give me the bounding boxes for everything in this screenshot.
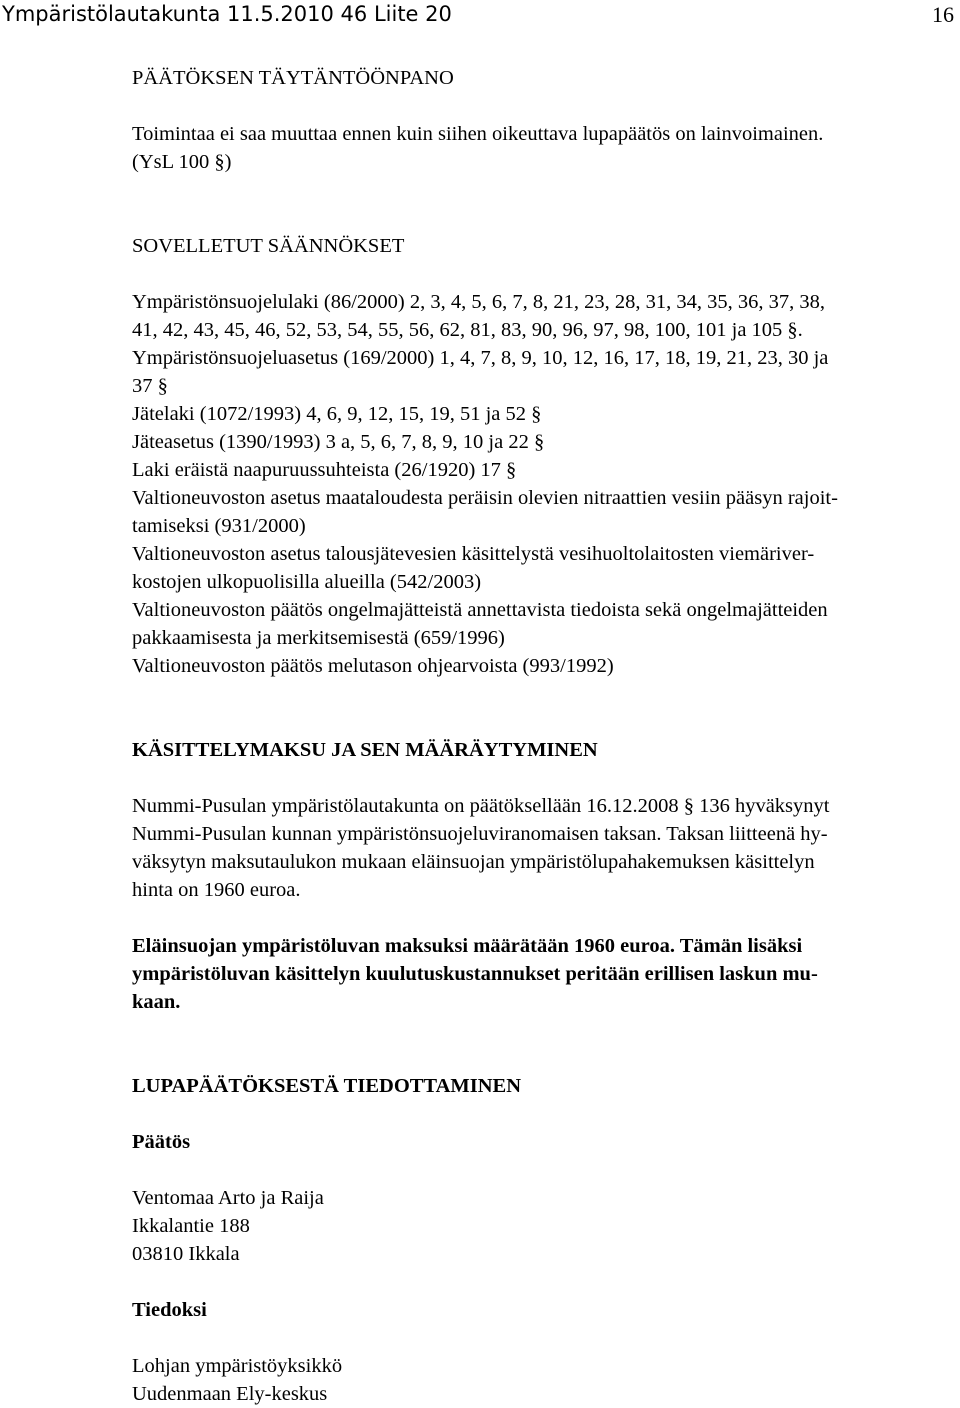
regulation-line: Valtioneuvoston asetus maataloudesta peräisin olevien nitraattien vesiin pääsyn rajoit- [132, 487, 838, 509]
section-heading-lupapaatoksesta-tiedottaminen: LUPAPÄÄTÖKSESTÄ TIEDOTTAMINEN [132, 1075, 521, 1097]
regulation-line: Valtioneuvoston päätös melutason ohjearvoista (993/1992) [132, 655, 614, 677]
paragraph-line: väksytyn maksutaulukon mukaan eläinsuojan ympäristölupahakemuksen käsittelyn [132, 851, 815, 873]
page-number: 16 [932, 2, 954, 27]
section-heading-paatoksen-taytantoonpano: PÄÄTÖKSEN TÄYTÄNTÖÖNPANO [132, 67, 454, 89]
bold-paragraph-line: Eläinsuojan ympäristöluvan maksuksi määrätään 1960 euroa. Tämän lisäksi [132, 935, 803, 957]
paragraph-line: Nummi-Pusulan kunnan ympäristönsuojeluviranomaisen taksan. Taksan liitteenä hy- [132, 823, 828, 845]
tiedoksi-line: Uudenmaan Ely-keskus [132, 1383, 328, 1405]
regulation-line: Ympäristönsuojelulaki (86/2000) 2, 3, 4, 5, 6, 7, 8, 21, 23, 28, 31, 34, 35, 36, 37, 38, [132, 291, 825, 313]
regulation-line: pakkaamisesta ja merkitsemisestä (659/1996) [132, 627, 505, 649]
bold-paragraph-line: ympäristöluvan käsittelyn kuulutuskustannukset peritään erillisen laskun mu- [132, 963, 818, 985]
paatos-label: Päätös [132, 1131, 191, 1153]
regulation-line: Jätelaki (1072/1993) 4, 6, 9, 12, 15, 19, 51 ja 52 § [132, 403, 542, 425]
bold-paragraph-line: kaan. [132, 991, 181, 1013]
recipient-line: Ventomaa Arto ja Raija [132, 1187, 324, 1209]
tiedoksi-line: Lohjan ympäristöyksikkö [132, 1355, 343, 1377]
section-heading-kasittelymaksu: KÄSITTELYMAKSU JA SEN MÄÄRÄYTYMINEN [132, 739, 598, 761]
paragraph-line: hinta on 1960 euroa. [132, 879, 301, 901]
page-header [0, 0, 960, 36]
regulation-line: Laki eräistä naapuruussuhteista (26/1920) 17 § [132, 459, 517, 481]
tiedoksi-label: Tiedoksi [132, 1299, 207, 1321]
paragraph-line: (YsL 100 §) [132, 151, 232, 173]
document-title: Ympäristölautakunta 11.5.2010 46 Liite 20 [2, 2, 452, 26]
regulation-line: tamiseksi (931/2000) [132, 515, 306, 537]
document-body [132, 64, 944, 1408]
regulation-line: 37 § [132, 375, 168, 397]
paragraph-line: Toimintaa ei saa muuttaa ennen kuin siihen oikeuttava lupapäätös on lainvoimainen. [132, 123, 824, 145]
regulation-line: Valtioneuvoston päätös ongelmajätteistä annettavista tiedoista sekä ongelmajätteiden [132, 599, 828, 621]
regulation-line: 41, 42, 43, 45, 46, 52, 53, 54, 55, 56, 62, 81, 83, 90, 96, 97, 98, 100, 101 ja 105 §. [132, 319, 803, 341]
paragraph-line: Nummi-Pusulan ympäristölautakunta on päätöksellään 16.12.2008 § 136 hyväksynyt [132, 795, 830, 817]
regulation-line: kostojen ulkopuolisilla alueilla (542/2003) [132, 571, 482, 593]
recipient-line: 03810 Ikkala [132, 1243, 240, 1265]
regulation-line: Valtioneuvoston asetus talousjätevesien käsittelystä vesihuoltolaitosten viemäriver- [132, 543, 815, 565]
regulation-line: Jäteasetus (1390/1993) 3 a, 5, 6, 7, 8, 9, 10 ja 22 § [132, 431, 545, 453]
regulation-line: Ympäristönsuojeluasetus (169/2000) 1, 4, 7, 8, 9, 10, 12, 16, 17, 18, 19, 21, 23, 30 ja [132, 347, 829, 369]
section-heading-sovelletut-saannokset: SOVELLETUT SÄÄNNÖKSET [132, 235, 405, 257]
recipient-line: Ikkalantie 188 [132, 1215, 250, 1237]
